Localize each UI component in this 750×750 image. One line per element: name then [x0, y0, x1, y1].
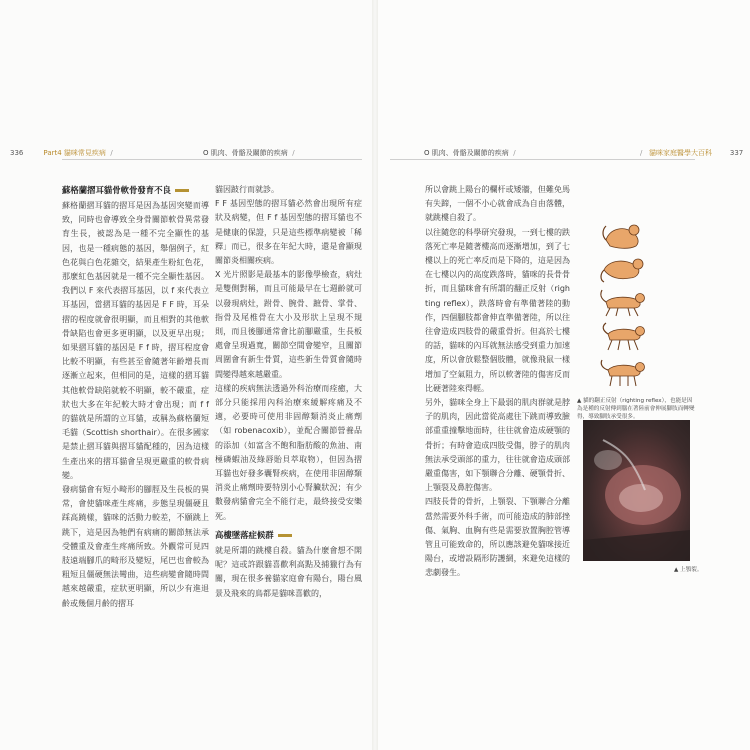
section-heading-fall: 高樓墜落症候群: [215, 528, 362, 542]
paragraph: 四肢長骨的骨折，上顎裂、下顎聯合分離當然需要外科手術，而可能造成的肺部挫傷、氣胸、血胸有些是需要放置胸腔管導管且可能致命的，所以應該避免貓咪接近陽台，或增設隔形防護網，來避免這樣的悲劇發生。: [425, 497, 570, 578]
left-page-number: 336: [10, 149, 24, 157]
paragraph: 貓因跛行而就診。: [215, 185, 279, 194]
paragraph: 蘇格蘭摺耳貓的摺耳是因為基因突變而導致，同時也會導致全身骨關節軟骨異常發育生長，被認為是一種不完全顯性的基因，也是一種病態的基因，舉個例子，紅色花與白色花雜交，結果產生粉紅色花，那麼紅色基因就是一種不完全顯性基因。我們以 F 來代表摺耳基因，以 f 來代表立耳基因，當摺耳貓的基因是 F F 時，耳朵摺的程度就會很明顯，而且相對的其他軟骨缺陷也會更多更明顯，以及更早出現；如果摺耳貓的基因是 F f 時，摺耳程度會比較不明顯，有些甚至會隨著年齡增長而逐漸立起來，但相同的是，這樣的摺耳貓其他軟骨缺陷就較不明顯，較不嚴重，症狀也大多在年紀較大時才會出現；而 f f 的貓就是所謂的立耳貓，或稱為蘇格蘭短毛貓（Scottish shorthair）。在很多國家是禁止摺耳貓與摺耳貓配種的，因為這樣生產出來的摺耳貓會呈現更嚴重的軟骨病變。: [62, 201, 209, 480]
cat-illustration-caption: ▲ 貓的翻正反射（righting reflex），也能是因為是種的反射傳到腦在著陸前會伸展腳肢而轉變得，導致腳肢承受很多。: [577, 398, 695, 420]
paragraph: 以往隨您的科學研究發現，一到七樓的跌落死亡率是隨著樓高而逐漸增加，到了七樓以上的死亡率反而是下降的，這是因為在七樓以內的高度跌落時，貓咪的長骨骨折，而且貓咪會有所謂的翻正反射（righting reflex），跌落時會有準備著陸的動作，四個腳肢都會伸直準備著陸，所以往往會造成四肢骨的嚴重骨折。但高於七樓的話，貓咪的內耳就無法感受到重力加速度，所以會放鬆整個肢體，就像飛鼠一樣增加了空氣阻力，所以軟著陸的傷害反而比硬著陸來得輕。: [425, 227, 570, 393]
section-heading-fold: 蘇格蘭摺耳貓骨軟骨發育不良: [62, 183, 209, 197]
falling-cat-illustration: [592, 222, 662, 394]
paragraph: 所以會跳上陽台的欄杆或矮牆，但難免馬有失蹄，一個不小心就會成為自由落體，就跳樓自殺了。: [425, 185, 570, 223]
left-column-2: [215, 183, 362, 524]
paragraph: F F 基因型態的摺耳貓必然會出現所有症狀及病變，但 F f 基因型態的摺耳貓也不是健康的保證，只是這些標準病變被「稀釋」而已，很多在年紀大時，還是會顯現關節炎相關疾病。: [215, 199, 362, 266]
book-title: 貓咪家庭醫學大百科: [649, 149, 713, 157]
cat-pose-1: [598, 222, 648, 252]
right-column-1: [425, 183, 570, 581]
right-running-head: / 貓咪家庭醫學大百科 337: [640, 149, 744, 157]
right-chapter-head: O 肌肉、骨骼及關節的疾病 /: [424, 149, 516, 157]
paragraph: 發病貓會有短小畸形的腳脛及生長板的異常，會使貓咪產生疼痛，步態呈現僵硬且踩高蹺樣，貓咪的活動力較差，不願跳上跳下，這是因為牠們有病痛的關節無法承受體重及會產生疼痛所致。外觀常可見四肢遠端腳爪的畸形及變短，尾巴也會較為粗短且僵硬無法彎曲，這些病變會隨時間越來越嚴重，症狀更明顯，所以少有進退齡或幾個月齡的摺耳: [62, 485, 209, 608]
left-column-2-section2: [215, 528, 362, 601]
left-running-head: 336 Part4 貓咪常見疾病 /: [10, 149, 118, 157]
part-label: Part4 貓咪常見疾病: [43, 149, 106, 157]
paragraph: 就是所謂的跳樓自殺。貓為什麼會想不開呢？這或許跟貓喜歡利高點及捕獵行為有關，現在很多養貓家庭會有陽台，陽台風景及飛來的鳥都是貓咪喜歡的，: [215, 546, 362, 598]
left-chapter-head: O 肌肉、骨骼及關節的疾病 /: [203, 149, 295, 157]
right-header-rule: [390, 159, 695, 160]
cat-pose-3: [598, 288, 648, 318]
cat-pose-4: [598, 322, 648, 352]
left-chapter-label: O 肌肉、骨骼及關節的疾病: [203, 149, 288, 157]
paragraph: X 光片照影是最基本的影像學檢查，病灶是雙側對稱，而且可能最早在七週齡就可以發現病灶，跗骨、腕骨、蹠骨、掌骨、指骨及尾椎骨在大小及形狀上呈現不規則，而且後腳通常會比前腳嚴重，生長板處會呈現過寬，關節空間會變窄，且關節周圍會有新生骨質，這些新生骨質會隨時間變得越來越嚴重。: [215, 270, 362, 379]
left-header-rule: [62, 159, 362, 160]
paragraph: 這樣的疾病無法透過外科治療而痊癒，大部分只能採用內科治療來緩解疼痛及不適，必要時可使用非固醇類消炎止痛劑（如 robenacoxib），並配合關節營養品的添加（如富含不飽和脂肪酸的魚油、南極磷蝦油及綠唇貽貝萃取物），但因為摺耳貓也好發多囊腎疾病，在使用非固醇類消炎止痛劑時要特別小心腎臟狀況；有少數發病貓會完全不能行走，最終接受安樂死。: [215, 383, 362, 521]
paragraph: 另外，貓咪全身上下最弱的肌肉群就是脖子的肌肉，因此當從高處往下跳而導致臉部重重撞擊地面時，往往就會造成硬顎的骨折；有時會造成四肢受傷，脖子的肌肉無法承受頭部的重力，往往就會造成頭部嚴重傷害，如下顎聯合分離、硬顎骨折、上顎裂及鼻腔傷害。: [425, 398, 570, 493]
cat-pose-5: [598, 358, 648, 388]
right-page-number: 337: [729, 149, 744, 157]
photo-caption: ▲ 上顎裂。: [674, 567, 703, 573]
left-column-1: [62, 183, 209, 611]
cat-pose-2: [598, 254, 648, 284]
cleft-palate-photo: [583, 420, 690, 561]
right-chapter-label: O 肌肉、骨骼及關節的疾病: [424, 149, 509, 157]
photo-rendering: [583, 420, 690, 561]
book-gutter: [372, 0, 378, 750]
